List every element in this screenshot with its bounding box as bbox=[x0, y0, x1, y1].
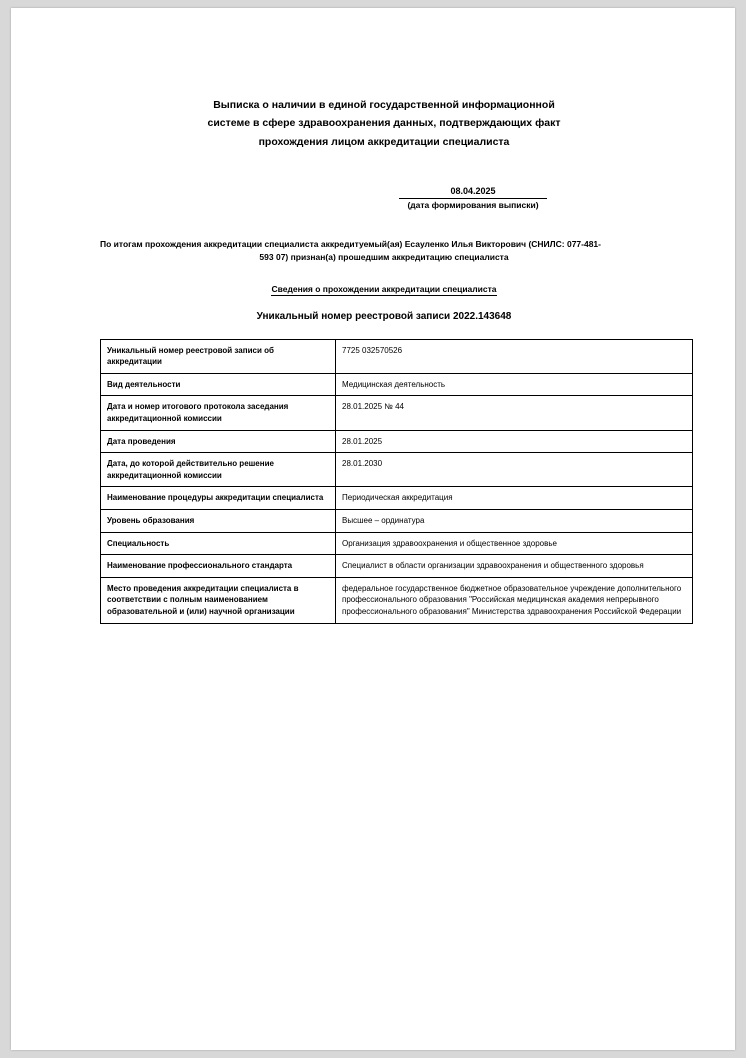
table-row bbox=[101, 373, 693, 396]
row-value: 7725 032570526 bbox=[336, 339, 693, 373]
formation-date-block bbox=[100, 185, 668, 213]
intro-line-1: По итогам прохождения аккредитации специалиста аккредитуемый(ая) Есауленко Илья Викторович (СНИЛС: 077-481- bbox=[100, 239, 601, 250]
table-row bbox=[101, 577, 693, 623]
table-row bbox=[101, 453, 693, 487]
record-number-heading: Уникальный номер реестровой записи 2022.143648 bbox=[256, 310, 512, 322]
row-label: Дата, до которой действительно решение аккредитационной комиссии bbox=[101, 453, 336, 487]
row-label: Наименование профессионального стандарта bbox=[101, 555, 336, 578]
table-row bbox=[101, 509, 693, 532]
row-value: Организация здравоохранения и общественное здоровье bbox=[336, 532, 693, 555]
formation-date-caption: (дата формирования выписки) bbox=[407, 200, 539, 211]
row-value: 28.01.2030 bbox=[336, 453, 693, 487]
row-label: Вид деятельности bbox=[101, 373, 336, 396]
row-label: Наименование процедуры аккредитации специалиста bbox=[101, 487, 336, 510]
row-value: Периодическая аккредитация bbox=[336, 487, 693, 510]
table-row bbox=[101, 487, 693, 510]
row-value: Высшее – ординатура bbox=[336, 509, 693, 532]
row-value: федеральное государственное бюджетное образовательное учреждение дополнительного профессионального образования "Российская медицинская академия непрерывного профессионального образования" Министерства здравоохранения Российской Федерации bbox=[336, 577, 693, 623]
intro-line-2: 593 07) признан(а) прошедшим аккредитацию специалиста bbox=[259, 252, 509, 263]
table-row bbox=[101, 396, 693, 430]
section-heading bbox=[100, 284, 668, 294]
accreditation-details-table bbox=[100, 339, 693, 624]
page-title-line-3: прохождения лицом аккредитации специалиста bbox=[258, 135, 510, 148]
table-row bbox=[101, 532, 693, 555]
row-value: 28.01.2025 № 44 bbox=[336, 396, 693, 430]
section-heading-text: Сведения о прохождении аккредитации специалиста bbox=[271, 283, 497, 294]
row-label: Дата и номер итогового протокола заседания аккредитационной комиссии bbox=[101, 396, 336, 430]
row-label: Дата проведения bbox=[101, 430, 336, 453]
row-label: Уровень образования bbox=[101, 509, 336, 532]
row-label: Место проведения аккредитации специалиста в соответствии с полным наименованием образовательной и (или) научной организации bbox=[101, 577, 336, 623]
row-value: Медицинская деятельность bbox=[336, 373, 693, 396]
intro-paragraph bbox=[100, 238, 668, 264]
formation-date-value: 08.04.2025 bbox=[399, 185, 547, 199]
document-page bbox=[11, 8, 735, 1050]
table-row bbox=[101, 430, 693, 453]
row-label: Уникальный номер реестровой записи об аккредитации bbox=[101, 339, 336, 373]
page-title-line-2: системе в сфере здравоохранения данных, подтверждающих факт bbox=[207, 117, 561, 130]
row-value: 28.01.2025 bbox=[336, 430, 693, 453]
page-title-line-1: Выписка о наличии в единой государственной информационной bbox=[213, 99, 555, 111]
table-row bbox=[101, 339, 693, 373]
row-label: Специальность bbox=[101, 532, 336, 555]
document-content bbox=[100, 8, 682, 624]
table-row bbox=[101, 555, 693, 578]
row-value: Специалист в области организации здравоохранения и общественного здоровья bbox=[336, 555, 693, 578]
page-title bbox=[100, 96, 668, 151]
